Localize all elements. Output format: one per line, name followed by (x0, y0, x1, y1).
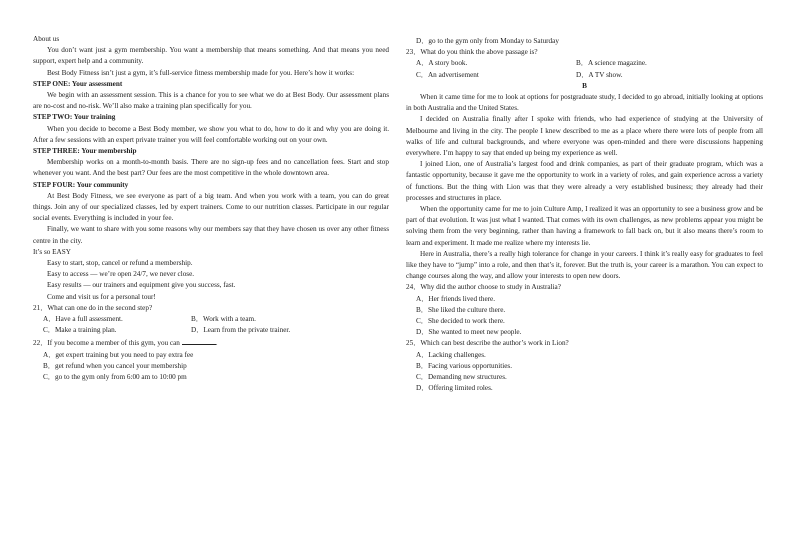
option-c: C．Make a training plan. (43, 326, 117, 335)
option-d: D．Learn from the private trainer. (191, 326, 291, 335)
question-21: 21．What can one do in the second step? (33, 303, 153, 312)
question-22-suffix: . (215, 339, 218, 348)
passage-label: B (582, 81, 587, 90)
easy-line: Easy to start, stop, cancel or refund a membership. (47, 259, 193, 268)
paragraph: When the opportunity came for me to join Culture Amp, I realized it was an opportunity to see a business grow and be part of that evolution. It was just what I wanted. That comes with its own challenges, as new problems appear you might be solving them from the very beginning, rather than having a framework to fall back on, but it also means there’s room to learn and experiment. It made me realize where my interests lie. (406, 205, 763, 247)
option-c: C．go to the gym only from 6:00 am to 10:00 pm (43, 373, 187, 382)
option-a: A．get expert training but you need to pay extra fee (43, 350, 194, 359)
paragraph: Here in Australia, there’s a really high tolerance for change in your careers. I think it’s really easy for graduates to feel like they have to “jump” into a role, and then that’s it, forever. But the truth is, your career is a marathon. You can expect to change courses along the way, and allow your interests to open new doors. (406, 249, 763, 281)
option-c: C．She decided to work there. (416, 317, 505, 326)
question-25: 25．Which can best describe the author’s work in Lion? (406, 339, 569, 348)
option-b: B．get refund when you cancel your membership (43, 361, 187, 370)
option-b: B．Work with a team. (191, 315, 256, 324)
left-column (33, 34, 389, 383)
paragraph: I joined Lion, one of Australia’s largest food and drink companies, as part of their graduate program, which was a fantastic opportunity, because it gave me the opportunity to work in a variety of roles, and gain experience across a variety of functions. But the thing with Lion was that they were already a very established business; they already had their processes and structures in place. (406, 160, 763, 202)
easy-line: Easy to access — we’re open 24/7, we never close. (47, 270, 195, 279)
option-b: B．Facing various opportunities. (416, 361, 513, 370)
easy-title: It’s so EASY (33, 247, 71, 256)
option-d: D．She wanted to meet new people. (416, 328, 522, 337)
option-a: A．A story book. (416, 59, 468, 68)
question-22 (33, 336, 389, 349)
option-c: C．Demanding new structures. (416, 373, 507, 382)
option-d: D．Offering limited roles. (416, 384, 493, 393)
paragraph: When you decide to become a Best Body member, we show you what to do, how to do it and why you are doing it. After a few sessions with an expert private trainer you will feel comfortable working out on your own. (33, 124, 389, 144)
paragraph: I decided on Australia finally after I spoke with friends, who had experience of studying at the University of Melbourne and living in the city. The people I knew described to me as a place where there were lots of people from all walks of life and cultural backgrounds, and where everyone was open-minded and there were discussions happening everywhere. I’m happy to say that ended up being my experience as well. (406, 115, 763, 158)
paragraph: At Best Body Fitness, we see everyone as part of a big team. And when you work with a team, you can do great things. Join any of our specialized classes, led by expert trainers. Come to our nutrition classes. Participate in our regular social events. Everything is included in your fee. (33, 191, 389, 223)
paragraph: You don’t want just a gym membership. You want a membership that means something. And that means you need support, expert help and a community. (33, 46, 389, 66)
option-a: A．Her friends lived there. (416, 294, 496, 303)
paragraph: We begin with an assessment session. This is a chance for you to see what we do at Best Body. Our assessment plans are no-cost and no-risk. We’ll also make a training plan specifically for you. (33, 91, 389, 111)
question-21-options-row (33, 314, 389, 325)
easy-line: Easy results — our trainers and equipment give you success, fast. (47, 281, 236, 290)
option-d: D．A TV show. (576, 70, 623, 79)
step-title: STEP ONE: Your assessment (33, 79, 123, 88)
question-22-prefix: 22．If you become a member of this gym, you can (33, 339, 180, 348)
step-title: STEP THREE: Your membership (33, 147, 137, 156)
option-a: A．Lacking challenges. (416, 350, 486, 359)
step-title: STEP TWO: Your training (33, 113, 116, 122)
option-d: D．go to the gym only from Monday to Saturday (416, 37, 559, 45)
option-a: A．Have a full assessment. (43, 315, 123, 324)
question-24: 24．Why did the author choose to study in Australia? (406, 283, 561, 292)
option-b: B．A science magazine. (576, 59, 647, 68)
question-23-options-row (406, 70, 763, 81)
paragraph: When it came time for me to look at options for postgraduate study, I decided to go abroad, initially looking at options in both Australia and the United States. (406, 93, 763, 113)
paragraph: Finally, we want to share with you some reasons why our members say that they have chosen us over any other fitness centre in the city. (33, 225, 389, 245)
answer-blank (182, 336, 218, 348)
easy-line: Come and visit us for a personal tour! (47, 292, 156, 301)
paragraph: Best Body Fitness isn’t just a gym, it’s full-service fitness membership made for you. Here’s how it works: (47, 68, 355, 77)
right-column (406, 36, 763, 395)
option-c: C．An advertisement (416, 70, 479, 79)
section-heading: About us (33, 35, 60, 43)
question-21-options-row (33, 325, 389, 336)
option-b: B．She liked the culture there. (416, 305, 506, 314)
question-23-options-row (406, 58, 763, 69)
paragraph: Membership works on a month-to-month basis. There are no sign-up fees and no cancellation fees. Start and stop whenever you want. And the best part? Our fees are the most competitive in the whole downtown area. (33, 158, 389, 178)
question-23: 23．What do you think the above passage is? (406, 48, 538, 57)
step-title: STEP FOUR: Your community (33, 180, 129, 189)
